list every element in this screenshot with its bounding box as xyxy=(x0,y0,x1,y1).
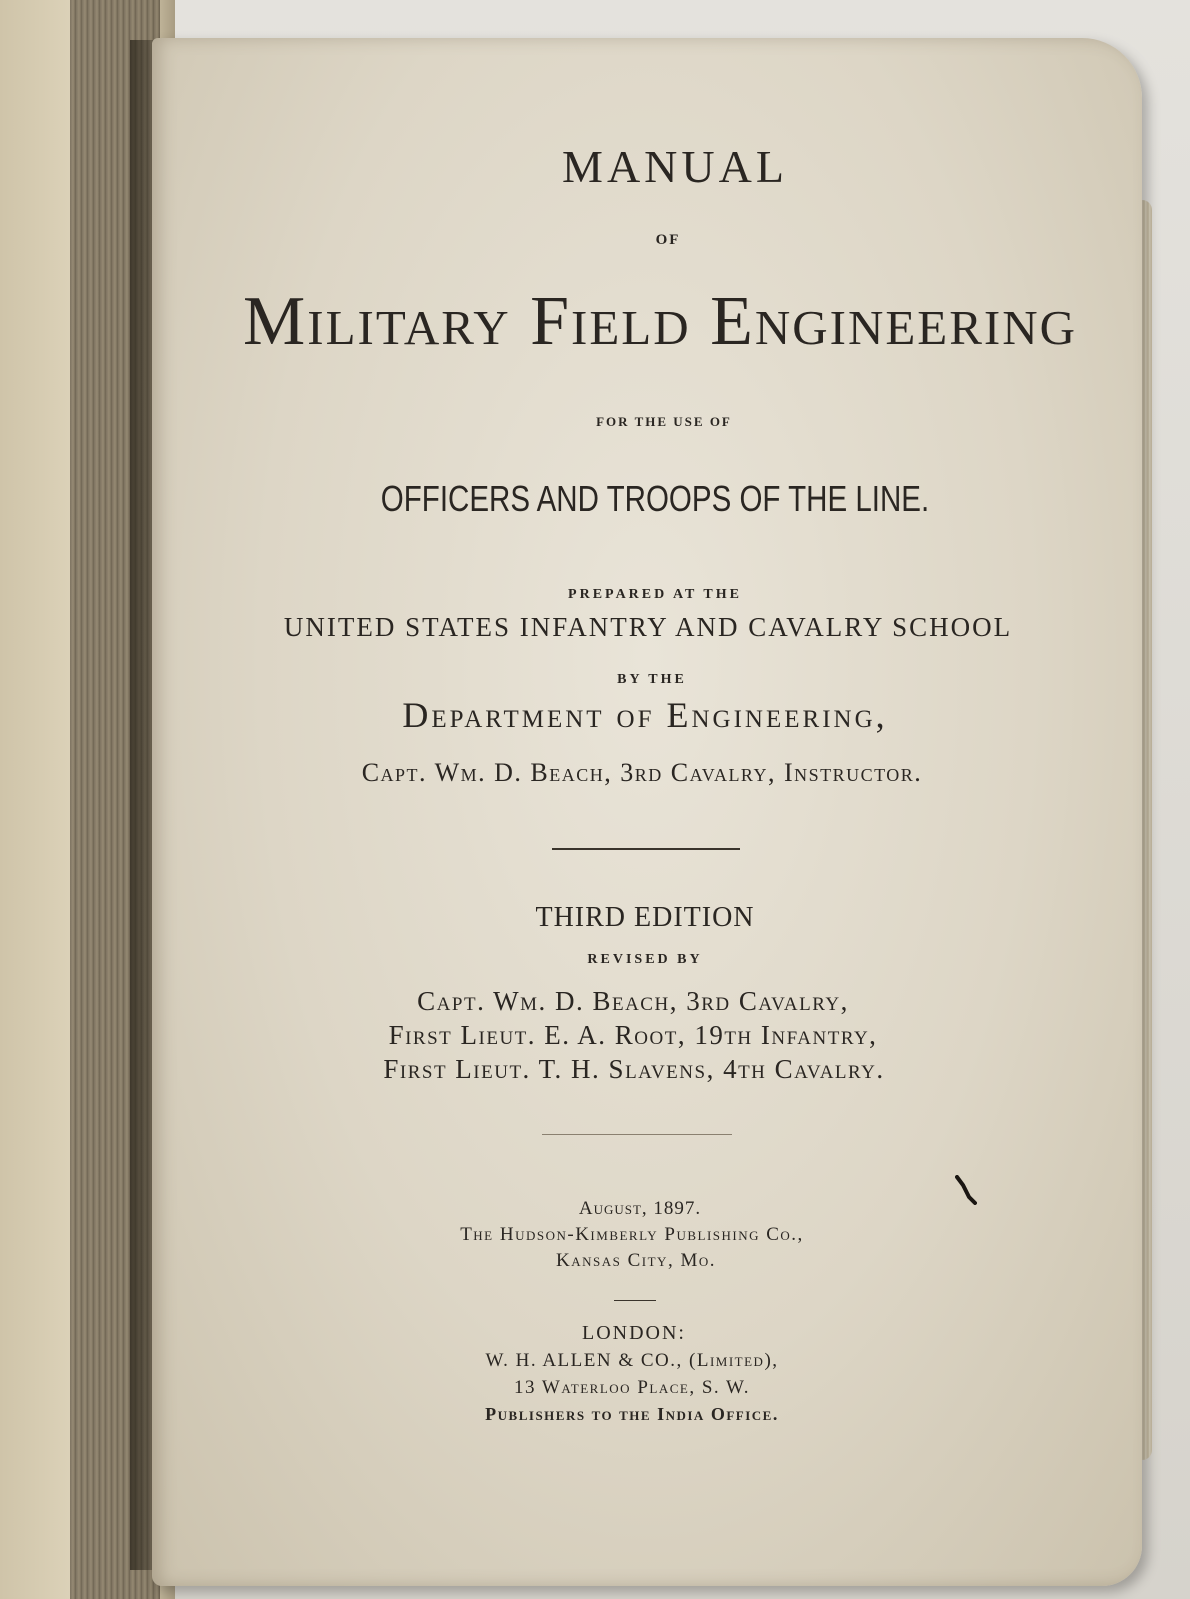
publisher-city: Kansas City, Mo. xyxy=(556,1250,716,1271)
london-publisher: W. H. ALLEN & CO., (Limited), xyxy=(485,1350,779,1371)
audience: OFFICERS AND TROOPS OF THE LINE. xyxy=(380,478,930,519)
publisher-name: The Hudson-Kimberly Publishing Co., xyxy=(460,1224,804,1245)
for-the-use-of: FOR THE USE OF xyxy=(596,414,732,429)
london-note: Publishers to the India Office. xyxy=(485,1404,779,1424)
department-name: Department of Engineering, xyxy=(402,695,888,735)
london-heading: LONDON: xyxy=(582,1322,686,1344)
title-main: Military Field Engineering xyxy=(243,283,1077,360)
by-the: BY THE xyxy=(617,672,687,687)
instructor: Capt. Wm. D. Beach, 3rd Cavalry, Instructor. xyxy=(361,758,923,787)
divider-rule-faint xyxy=(542,1134,732,1135)
ink-mark xyxy=(955,1175,977,1205)
publication-date: August, 1897. xyxy=(578,1198,702,1219)
short-rule xyxy=(614,1300,656,1301)
title-of: OF xyxy=(655,232,681,248)
edition-label: THIRD EDITION xyxy=(535,902,755,933)
revised-by: REVISED BY xyxy=(587,952,703,967)
title-manual: MANUAL xyxy=(562,141,788,192)
reviser-3: First Lieut. T. H. Slavens, 4th Cavalry. xyxy=(383,1054,885,1084)
reviser-2: First Lieut. E. A. Root, 19th Infantry, xyxy=(388,1020,878,1050)
prepared-at: PREPARED AT THE xyxy=(568,587,742,602)
london-address: 13 Waterloo Place, S. W. xyxy=(514,1377,750,1398)
divider-rule xyxy=(552,848,740,850)
reviser-1: Capt. Wm. D. Beach, 3rd Cavalry, xyxy=(417,986,849,1016)
school-name: UNITED STATES INFANTRY AND CAVALRY SCHOOL xyxy=(283,612,1013,642)
